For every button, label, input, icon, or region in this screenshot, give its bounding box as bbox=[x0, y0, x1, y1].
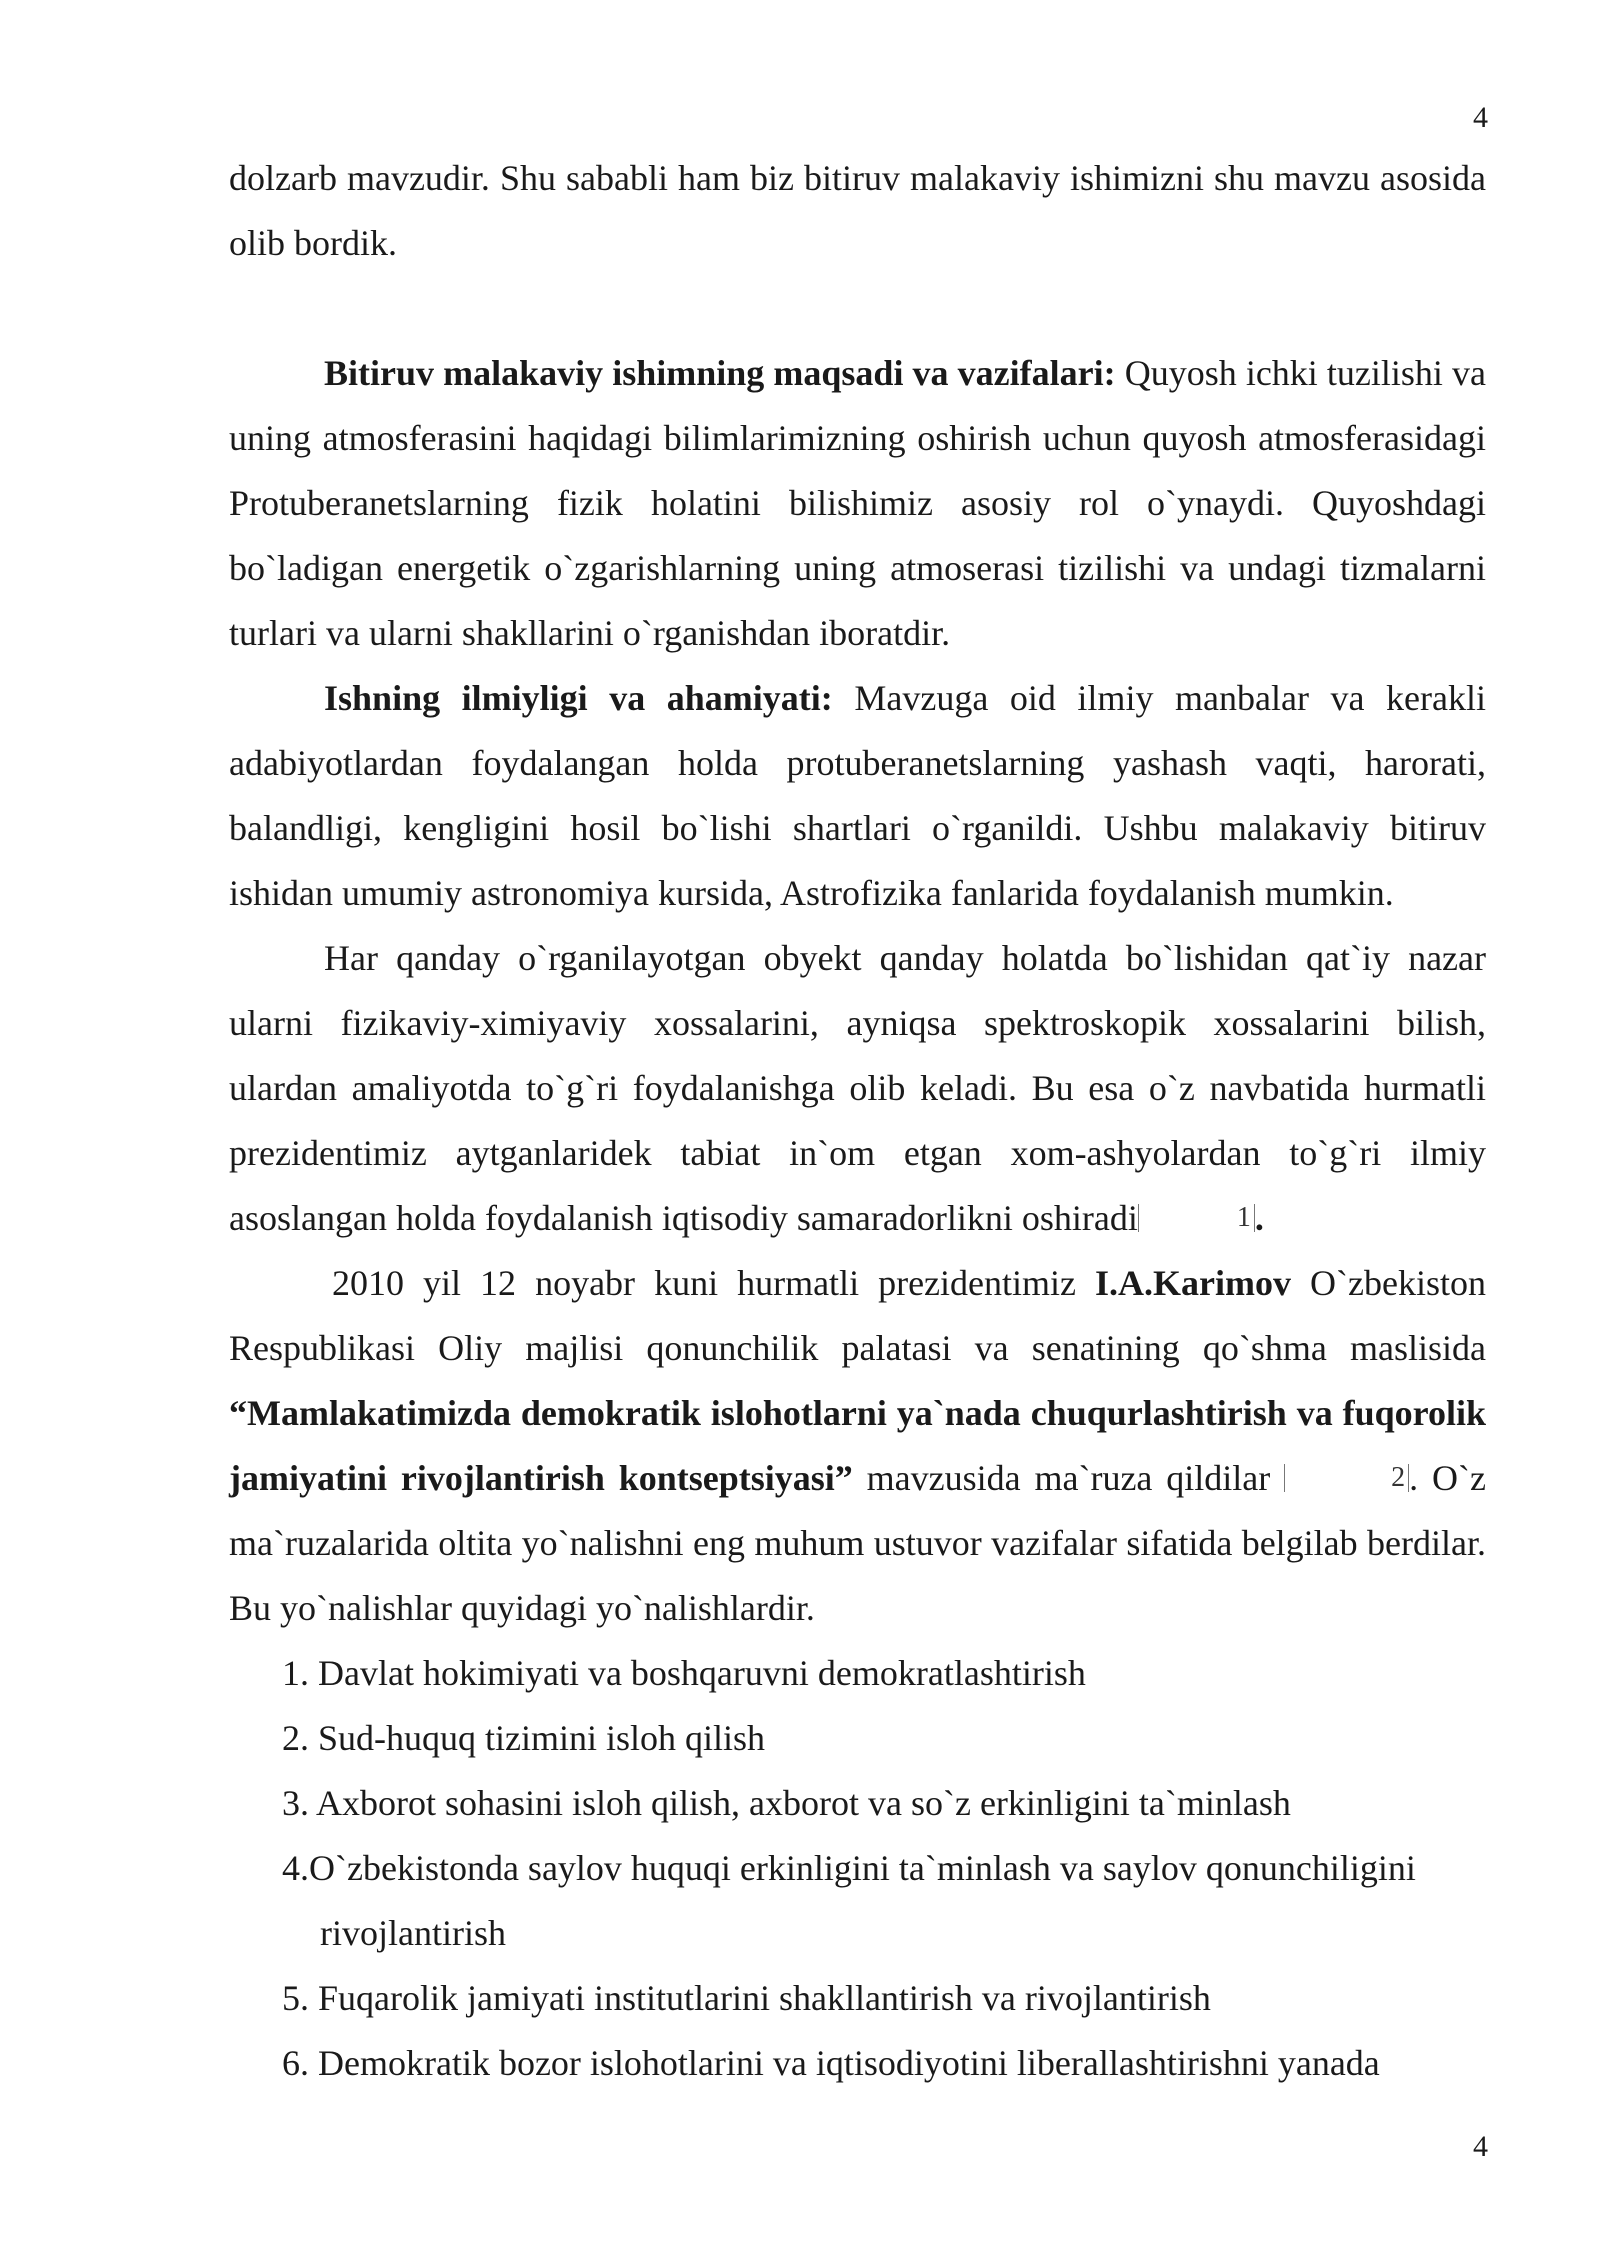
list-item: 5. Fuqarolik jamiyati institutlarini shakllantirish va rivojlantirish bbox=[282, 1978, 1211, 2018]
paragraph-speech bbox=[229, 1251, 1486, 1641]
list-item: 1. Davlat hokimiyati va boshqaruvni demokratlashtirish bbox=[282, 1653, 1086, 1693]
speech-text-4: . O`z ma`ruzalarida oltita yo`nalishni eng muhum ustuvor vazifalar sifatida belgilab berdilar. Bu yo`nalishlar quyidagi yo`nalishlardir. bbox=[229, 1458, 1486, 1628]
goals-heading: Bitiruv malakaviy ishimning maqsadi va vazifalari: bbox=[324, 353, 1116, 393]
paragraph-properties bbox=[229, 926, 1486, 1251]
list-item: 4.O`zbekistonda saylov huquqi erkinligini ta`minlash va saylov qonunchiligini rivojlantirish bbox=[282, 1848, 1416, 1953]
citation-ref-2: 2 bbox=[1284, 1464, 1409, 1492]
properties-end: . bbox=[1254, 1198, 1264, 1238]
concept-title: “Mamlakatimizda demokratik islohotlarni ya`nada chuqurlashtirish va fuqorolik jamiyatini rivojlantirish kontseptsiyasi” bbox=[229, 1393, 1486, 1498]
properties-text: Har qanday o`rganilayotgan obyekt qanday holatda bo`lishidan qat`iy nazar ularni fizikaviy-ximiyaviy xossalarini, ayniqsa spektroskopik xossalarini bilish, ulardan amaliyotda to`g`ri foydalanishga olib keladi. Bu esa o`z navbatida hurmatli prezidentimiz aytganlaridek tabiat in`om etgan xom-ashyolardan to`g`ri ilmiy asoslangan holda foydalanish iqtisodiy samaradorlikni oshiradi bbox=[229, 938, 1486, 1238]
significance-heading: Ishning ilmiyligi va ahamiyati: bbox=[324, 678, 833, 718]
president-name: I.A.Karimov bbox=[1095, 1263, 1292, 1303]
paragraph-gap bbox=[229, 276, 1486, 341]
priority-directions-list bbox=[229, 1641, 1486, 2096]
page-number-bottom: 4 bbox=[1473, 2130, 1488, 2163]
significance-text: Mavzuga oid ilmiy manbalar va kerakli adabiyotlardan foydalangan holda protuberanetslarning yashash vaqti, harorati, balandligi, kengligini hosil bo`lishi shartlari o`rganildi. Ushbu malakaviy bitiruv ishidan umumiy astronomiya kursida, Astrofizika fanlarida foydalanish mumkin. bbox=[229, 678, 1486, 913]
speech-text-1: 2010 yil 12 noyabr kuni hurmatli prezidentimiz bbox=[332, 1263, 1096, 1303]
list-item: 3. Axborot sohasini isloh qilish, axborot va so`z erkinligini ta`minlash bbox=[282, 1783, 1291, 1823]
goals-text: Quyosh ichki tuzilishi va uning atmosferasini haqidagi bilimlarimizning oshirish uchun quyosh atmosferasidagi Protuberanetslarning fizik holatini bilishimiz asosiy rol o`ynaydi. Quyoshdagi bo`ladigan energetik o`zgarishlarning uning atmoserasi tizilishi va undagi tizmalarni turlari va ularni shakllarini o`rganishdan iboratdir. bbox=[229, 353, 1486, 653]
speech-text-2: O`zbekiston Respublikasi Oliy majlisi qonunchilik palatasi va senatining qo`shma maslisida bbox=[229, 1263, 1486, 1368]
citation-ref-1: 1 bbox=[1138, 1204, 1255, 1232]
list-item: 6. Demokratik bozor islohotlarini va iqtisodiyotini liberallashtirishni yanada bbox=[282, 2043, 1380, 2083]
list-item: 2. Sud-huquq tizimini isloh qilish bbox=[282, 1718, 766, 1758]
document-body bbox=[229, 146, 1486, 2096]
paragraph-significance bbox=[229, 666, 1486, 926]
paragraph-goals bbox=[229, 341, 1486, 666]
paragraph-intro: dolzarb mavzudir. Shu sababli ham biz bitiruv malakaviy ishimizni shu mavzu asosida olib bordik. bbox=[229, 158, 1486, 263]
speech-text-3: mavzusida ma`ruza qildilar bbox=[852, 1458, 1285, 1498]
page-number-top: 4 bbox=[1473, 101, 1488, 134]
